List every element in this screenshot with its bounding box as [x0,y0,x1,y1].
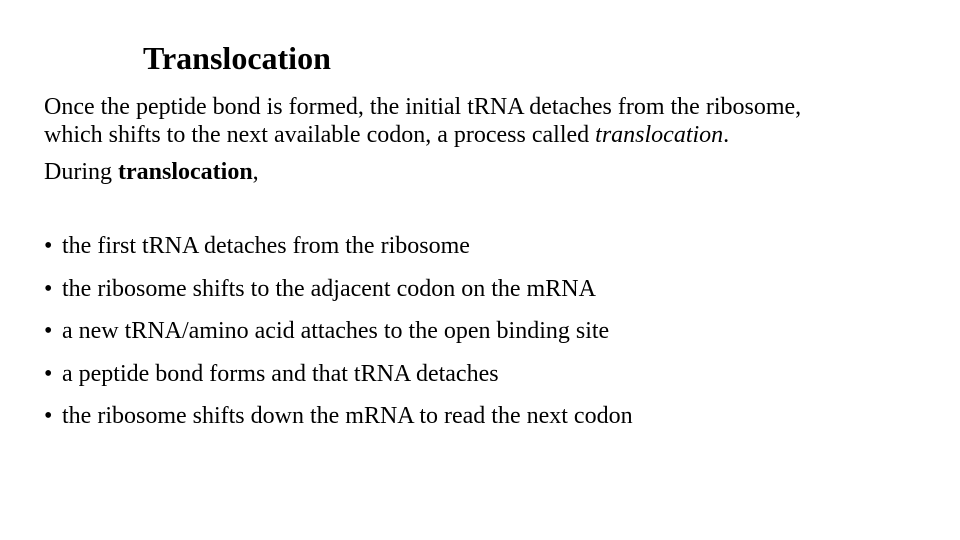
bullet-item [44,315,633,347]
body-text [44,93,824,186]
bullet-item [44,400,633,432]
during-line [44,158,824,186]
bullet-item [44,358,633,390]
bullet-dot: • [44,233,53,259]
bullet-text: the ribosome shifts to the adjacent codon on the mRNA [62,275,596,302]
intro-text: Once the peptide bond is formed, the initial tRNA detaches from the ribosome, which shifts to the next available codon, a process called [44,94,802,148]
slide-title: Translocation [143,40,331,76]
bullet-dot: • [44,275,53,302]
bullet-dot: • [44,360,53,387]
bullet-dot: • [44,403,53,429]
bullet-list [44,230,633,443]
intro-paragraph [44,93,824,149]
bullet-text: the ribosome shifts down the mRNA to read the next codon [62,403,633,429]
bullet-dot: • [44,318,53,344]
intro-end: . [723,122,730,148]
during-suffix: , [252,159,259,185]
bullet-item [44,230,633,262]
bullet-item [44,273,633,305]
bullet-text: the first tRNA detaches from the ribosome [62,233,470,259]
bullet-text: a new tRNA/amino acid attaches to the open binding site [62,318,610,344]
bullet-text: a peptide bond forms and that tRNA detaches [62,360,499,387]
intro-italic-term: translocation [595,122,724,148]
during-prefix: During [44,159,118,185]
during-bold-term: translocation [118,159,253,185]
